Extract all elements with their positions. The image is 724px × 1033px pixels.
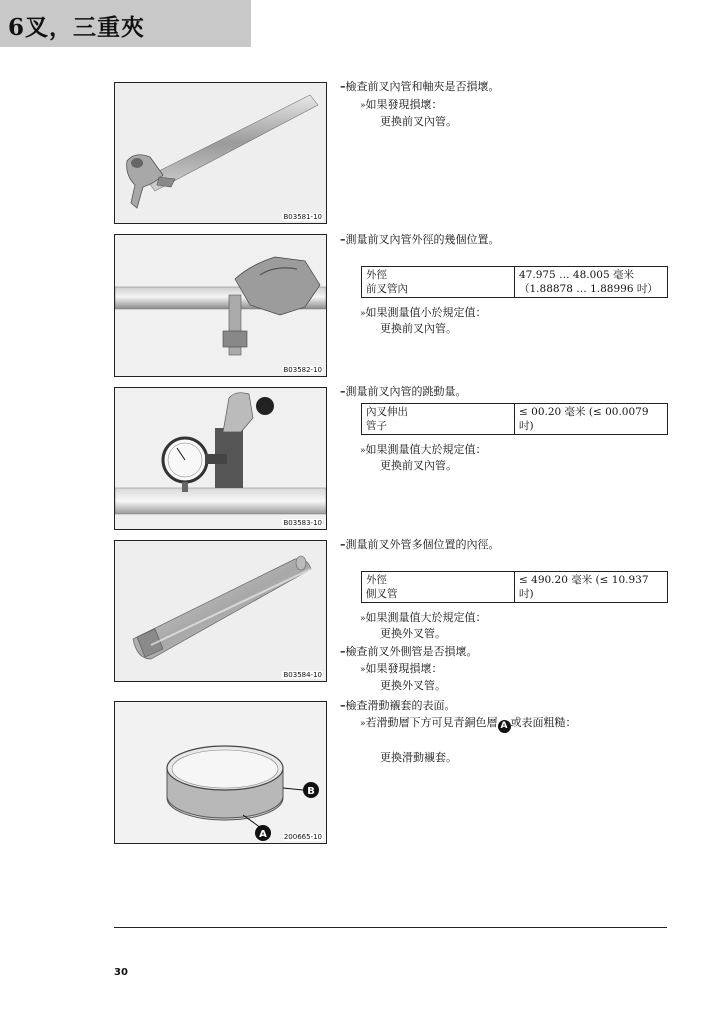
condition-text: 如果測量值大於規定值： <box>365 443 487 456</box>
step-check-outer-tube <box>340 644 478 659</box>
step-condition <box>360 715 577 733</box>
figure-label: B03582-10 <box>283 366 322 374</box>
step-dash: – <box>340 699 346 712</box>
dial-gauge-illustration <box>115 388 326 529</box>
condition-arrow: » <box>360 309 366 319</box>
spec-table-inner-tube-od <box>361 266 668 298</box>
step-dash: – <box>340 80 346 93</box>
step-dash: – <box>340 385 346 398</box>
spec-key <box>362 267 515 298</box>
spec-key <box>362 572 515 603</box>
condition-text-post: 或表面粗糙： <box>510 716 577 729</box>
step-condition <box>360 97 443 114</box>
step-dash: – <box>340 233 346 246</box>
figure-label: B03583-10 <box>283 519 322 527</box>
condition-text: 如果發現損壞： <box>365 662 443 675</box>
figure-measure-runout <box>114 387 327 530</box>
condition-text-pre: 若滑動層下方可見青銅色層 <box>365 716 498 729</box>
step-measure-outer-tube-id <box>340 537 500 552</box>
step-condition <box>360 610 487 627</box>
condition-text: 如果發現損壞： <box>365 98 443 111</box>
step-action: 更換前叉內管。 <box>380 115 457 128</box>
marker-b-label: B <box>307 786 315 797</box>
figure-measure-outer-diameter <box>114 234 327 377</box>
step-check-inner-tube <box>340 79 500 94</box>
step-text: 測量前叉外管多個位置的內徑。 <box>345 538 500 551</box>
chapter-header <box>0 0 251 47</box>
spec-key-line1: 外徑 <box>366 574 387 586</box>
inner-tube-illustration <box>115 83 326 223</box>
spec-value-line2: （1.88878 … 1.88996 吋） <box>519 283 658 295</box>
spec-value: ≤ 490.20 毫米 (≤ 10.937 吋) <box>515 572 668 603</box>
condition-arrow: » <box>360 614 366 624</box>
spec-value <box>515 267 668 298</box>
figure-label: B03581-10 <box>283 213 322 221</box>
footer-divider <box>114 927 667 928</box>
step-condition <box>360 442 487 459</box>
figure-outer-tube <box>114 540 327 682</box>
spec-key-line1: 外徑 <box>366 269 387 281</box>
figure-slide-bushing <box>114 701 327 844</box>
condition-arrow: » <box>360 719 366 729</box>
condition-text: 如果測量值小於規定值： <box>365 306 487 319</box>
step-text: 檢查滑動襯套的表面。 <box>345 699 456 712</box>
condition-text: 如果測量值大於規定值： <box>365 611 487 624</box>
step-text: 檢查前叉內管和軸夾是否損壞。 <box>345 80 500 93</box>
step-action: 更換前叉內管。 <box>380 322 457 335</box>
condition-arrow: » <box>360 101 366 111</box>
condition-arrow: » <box>360 665 366 675</box>
step-text: 檢查前叉外側管是否損壞。 <box>345 645 478 658</box>
spec-value: ≤ 00.20 毫米 (≤ 00.0079 吋) <box>515 404 668 435</box>
figure-inner-tube-axle-clamp <box>114 82 327 224</box>
step-text: 測量前叉內管外徑的幾個位置。 <box>345 233 500 246</box>
spec-key-line2: 管子 <box>366 420 387 432</box>
figure-label: 200665-10 <box>283 833 322 841</box>
condition-arrow: » <box>360 446 366 456</box>
marker-a-icon: A <box>498 720 511 733</box>
spec-table-outer-tube-id <box>361 571 668 603</box>
bushing-illustration <box>115 702 326 843</box>
spec-table-runout <box>361 403 668 435</box>
spec-value-line1: 47.975 … 48.005 毫米 <box>519 269 634 281</box>
spec-key-line2: 前叉管內 <box>366 283 408 295</box>
spec-key-line2: 側叉管 <box>366 588 398 600</box>
step-dash: – <box>340 538 346 551</box>
page-number: 30 <box>114 967 128 978</box>
marker-a-label: A <box>259 829 267 840</box>
outer-tube-illustration <box>115 541 326 681</box>
step-action: 更換外叉管。 <box>380 679 446 692</box>
step-condition <box>360 305 487 322</box>
step-check-bushing-surface <box>340 698 456 713</box>
micrometer-illustration <box>115 235 326 376</box>
step-dash: – <box>340 645 346 658</box>
spec-key-line1: 內叉伸出 <box>366 406 408 418</box>
spec-key <box>362 404 515 435</box>
step-text: 測量前叉內管的跳動量。 <box>345 385 467 398</box>
step-measure-runout <box>340 384 467 399</box>
step-measure-inner-tube-od <box>340 232 500 247</box>
step-action: 更換外叉管。 <box>380 627 446 640</box>
step-action: 更換滑動襯套。 <box>380 751 457 764</box>
chapter-title: 6叉，三重夾 <box>8 14 146 41</box>
figure-label: B03584-10 <box>283 671 322 679</box>
step-action: 更換前叉內管。 <box>380 459 457 472</box>
step-condition <box>360 661 443 678</box>
